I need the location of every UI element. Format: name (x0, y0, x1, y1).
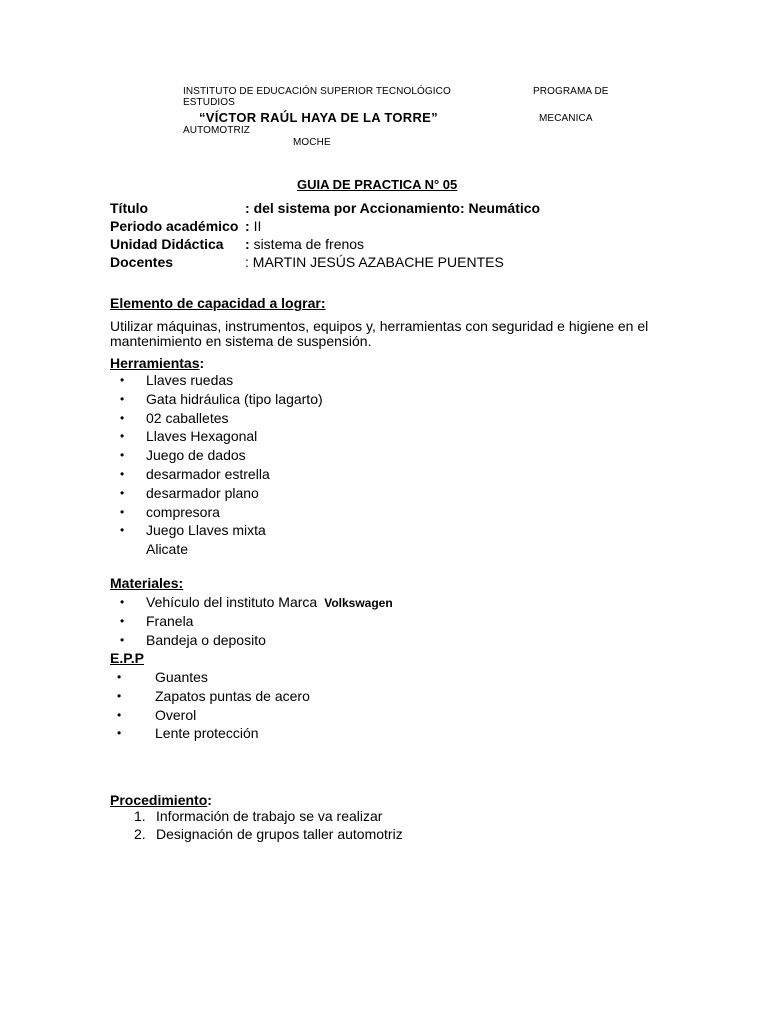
field-label: Título (110, 200, 149, 216)
institute-line: INSTITUTO DE EDUCACIÓN SUPERIOR TECNOLÓGICO (183, 86, 451, 97)
field-colon: : (245, 254, 249, 270)
list-item-text: Lente protección (155, 725, 259, 742)
bullet-icon: • (120, 632, 125, 647)
list-item-text: Gata hidráulica (tipo lagarto) (146, 390, 323, 407)
herramientas-heading-text: Herramientas (110, 355, 200, 371)
list-item (120, 465, 323, 484)
list-item (120, 593, 393, 612)
materiales-heading: Materiales: (110, 575, 184, 591)
list-item (120, 521, 323, 540)
list-item-text: 02 caballetes (146, 409, 229, 426)
moche-line: MOCHE (293, 137, 331, 148)
procedimiento-heading (110, 792, 212, 808)
list-item (120, 446, 323, 465)
list-item (120, 409, 323, 428)
field-label: Unidad Didáctica (110, 236, 224, 252)
field-text: MARTIN JESÚS AZABACHE PUENTES (252, 254, 504, 270)
bullet-icon: • (120, 504, 125, 519)
estudios-line: ESTUDIOS (183, 97, 235, 108)
herramientas-list (120, 371, 323, 559)
bullet-icon: • (117, 688, 122, 703)
bullet-icon: • (120, 410, 125, 425)
list-item (120, 390, 323, 409)
institute-name: “VÍCTOR RAÚL HAYA DE LA TORRE” (199, 110, 438, 125)
herramientas-heading (110, 355, 204, 371)
field-label: Periodo académico (110, 218, 239, 234)
bullet-icon: • (117, 707, 122, 722)
materiales-list (120, 593, 393, 649)
mecanica-line: MECANICA (539, 113, 593, 124)
list-item-text: Guantes (155, 669, 208, 685)
procedimiento-list (134, 807, 403, 843)
procedimiento-heading-colon: : (207, 792, 212, 808)
list-item-text: Zapatos puntas de acero (155, 687, 310, 704)
doc-title: GUIA DE PRACTICA N° 05 (297, 177, 458, 192)
list-item (120, 503, 323, 522)
list-item (120, 631, 393, 650)
bullet-icon: • (120, 429, 125, 444)
epp-list (117, 668, 310, 743)
list-item (117, 706, 310, 725)
list-item (120, 612, 393, 631)
field-value (245, 254, 504, 270)
herramientas-heading-colon: : (199, 355, 205, 371)
automotriz-line: AUTOMOTRIZ (183, 125, 250, 136)
field-label: Docentes (110, 254, 174, 270)
list-item-text: Vehículo del instituto Marca (146, 594, 318, 610)
bullet-icon: • (120, 391, 125, 406)
list-item-text: compresora (146, 503, 220, 520)
list-item-text: Juego Llaves mixta (146, 522, 266, 539)
list-item (120, 484, 323, 503)
list-item (117, 687, 310, 706)
list-item (117, 668, 310, 687)
list-item-text: Llaves Hexagonal (146, 428, 258, 445)
program-line: PROGRAMA DE (533, 86, 609, 97)
brand-text: Volkswagen (324, 596, 393, 610)
list-item-text: Bandeja o deposito (146, 631, 266, 648)
bullet-icon: • (117, 726, 122, 741)
field-text: sistema de frenos (253, 236, 365, 252)
list-item (134, 825, 403, 843)
field-colon: : (245, 218, 250, 234)
list-item-text: desarmador plano (146, 484, 259, 501)
field-text: del sistema por Accionamiento: Neumático (253, 200, 541, 216)
bullet-icon: • (120, 523, 125, 538)
field-text: II (253, 218, 262, 234)
bullet-icon: • (120, 448, 125, 463)
field-value (245, 200, 540, 216)
list-item-text: desarmador estrella (146, 465, 270, 482)
list-item-text: Franela (146, 612, 194, 629)
bullet-icon: • (120, 466, 125, 481)
capacidad-heading: Elemento de capacidad a lograr: (110, 295, 326, 311)
capacidad-line-2: mantenimiento en sistema de suspensión. (110, 333, 372, 349)
list-item-number: 2. (134, 826, 146, 842)
list-item (120, 540, 323, 559)
list-item-text: Llaves ruedas (146, 372, 234, 388)
list-item (120, 371, 323, 390)
list-item-text: Overol (155, 706, 197, 723)
bullet-icon: • (120, 373, 125, 387)
capacidad-line-1: Utilizar máquinas, instrumentos, equipos y, herramientas con seguridad e higiene en el (110, 318, 649, 334)
epp-heading: E.P.P (110, 650, 144, 666)
bullet-icon: • (120, 485, 125, 500)
field-value (245, 218, 261, 234)
list-item (117, 724, 310, 743)
procedimiento-heading-text: Procedimiento (110, 792, 208, 808)
list-item-text: Designación de grupos taller automotriz (156, 826, 403, 842)
list-item-text: Juego de dados (146, 447, 246, 464)
list-item (120, 427, 323, 446)
bullet-icon: • (117, 670, 122, 684)
field-colon: : (245, 200, 250, 216)
field-colon: : (245, 236, 250, 252)
bullet-icon: • (120, 595, 125, 609)
list-item-text: Información de trabajo se va realizar (156, 808, 383, 824)
list-item-number: 1. (134, 808, 146, 824)
list-item (134, 807, 403, 825)
list-item-text: Alicate (146, 541, 189, 558)
bullet-icon: • (120, 613, 125, 628)
field-value (245, 236, 364, 252)
